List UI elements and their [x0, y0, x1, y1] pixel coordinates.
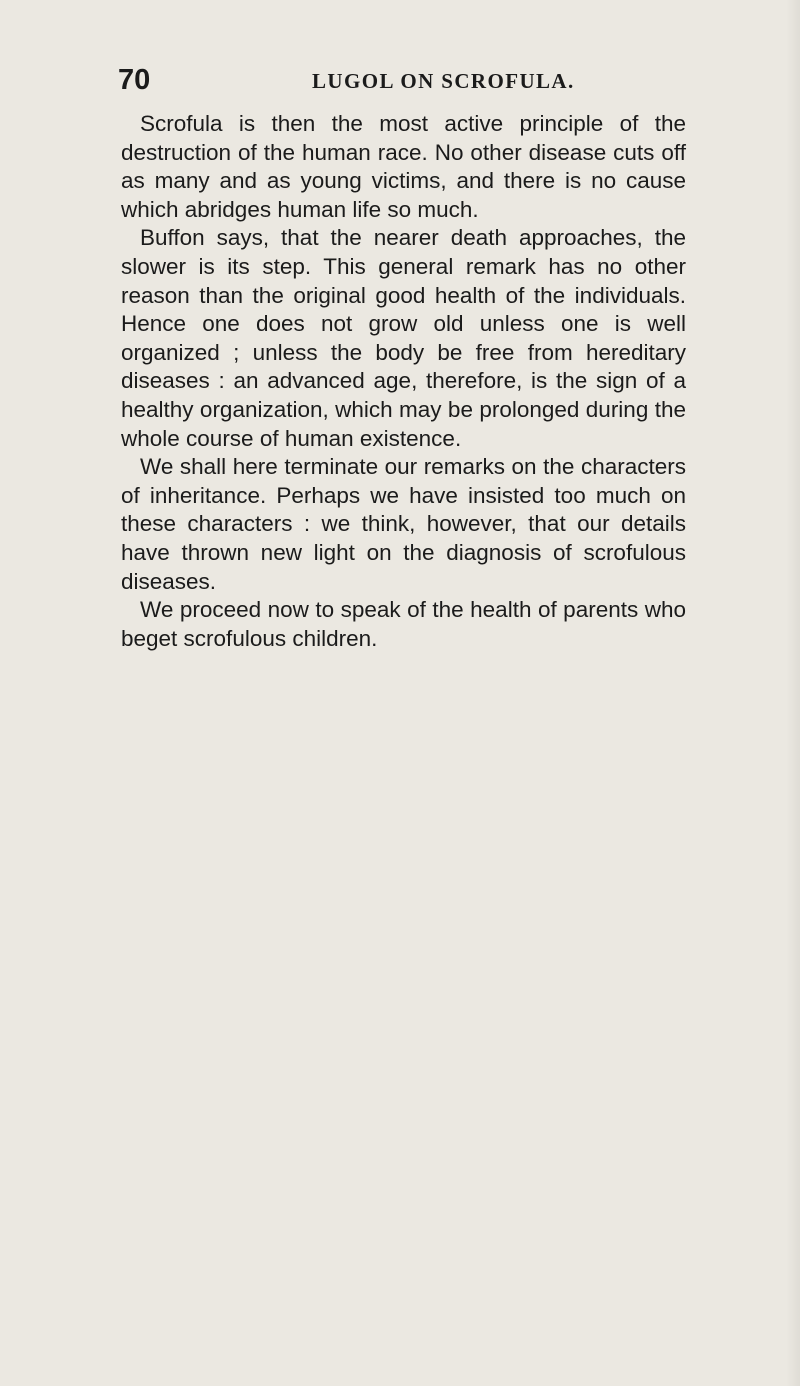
body-text: [121, 110, 686, 653]
paragraph-parents-health: We proceed now to speak of the health of parents who beget scrofulous children.: [121, 597, 686, 651]
paragraph-inheritance: We shall here terminate our remarks on the characters of inheritance. Perhaps we have insisted too much on these characters : we think, however, that our details have thrown new light on the diagnosis of scrofulous diseases.: [121, 454, 686, 594]
running-head: LUGOL ON SCROFULA.: [312, 69, 575, 93]
paragraph-scrofula: Scrofula is then the most active principle of the destruction of the human race. No other disease cuts off as many and as young victims, and there is no cause which abridges human life so much.: [121, 111, 686, 222]
page-header: [118, 62, 688, 98]
paragraph-buffon: Buffon says, that the nearer death approaches, the slower is its step. This general remark has no other reason than the original good health of the individuals. Hence one does not grow old unless one is well organized ; unless the body be free from hereditary diseases : an advanced age, therefore, is the sign of a healthy organization, which may be prolonged during the whole course of human existence.: [121, 225, 686, 451]
page-edge-shadow: [786, 0, 800, 1386]
page-number: 70: [118, 64, 151, 96]
